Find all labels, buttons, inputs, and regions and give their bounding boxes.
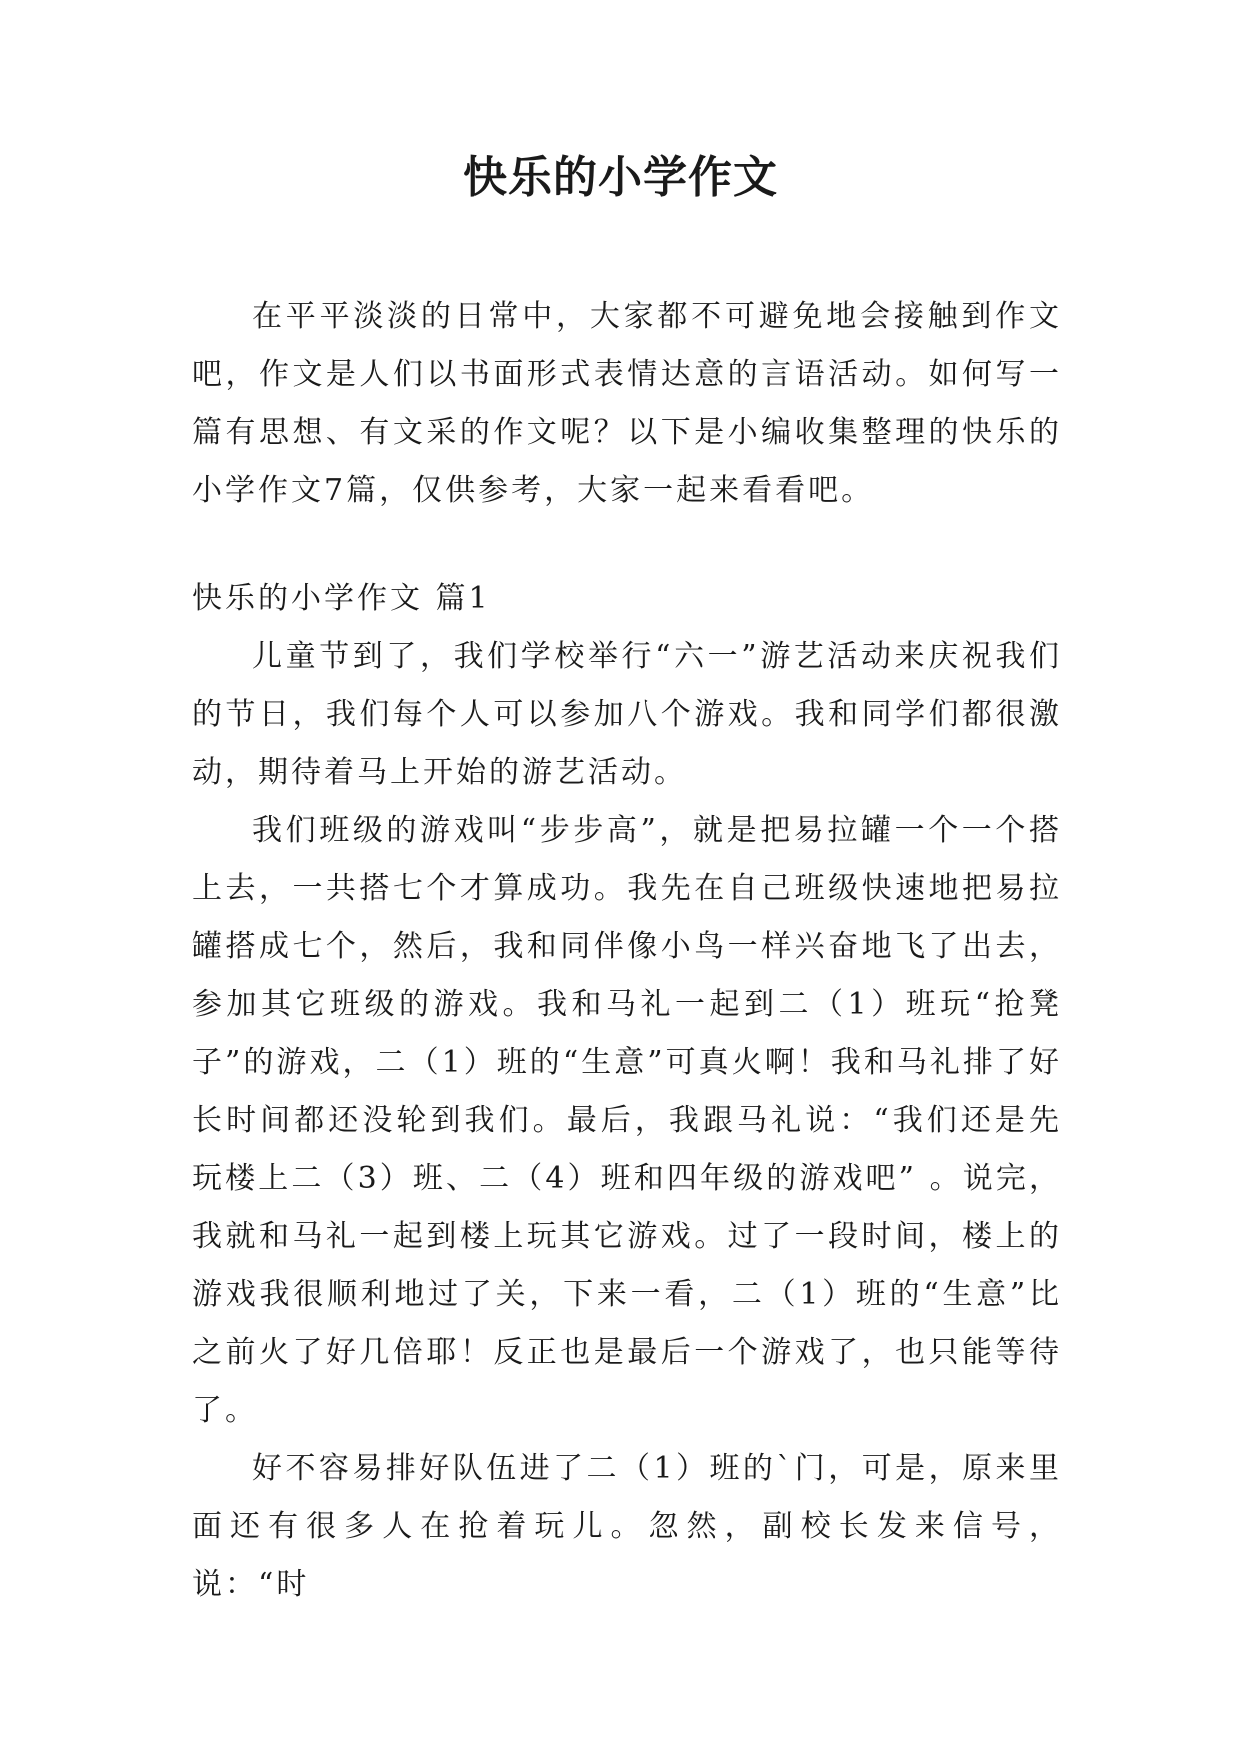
body-paragraph-3: 好不容易排好队伍进了二（1）班的`门，可是，原来里面还有很多人在抢着玩儿。忽然，副校长发来信号，说：“时 — [192, 1451, 1062, 1602]
section-heading: 快乐的小学作文 篇1 — [192, 581, 491, 616]
document-title: 快乐的小学作文 — [463, 152, 778, 203]
intro-paragraph: 在平平淡淡的日常中，大家都不可避免地会接触到作文吧，作文是人们以书面形式表情达意的言语活动。如何写一篇有思想、有文采的作文呢？以下是小编收集整理的快乐的小学作文7篇，仅供参考，大家一起来看看吧。 — [192, 299, 1062, 508]
body-paragraph-1: 儿童节到了，我们学校举行“六一”游艺活动来庆祝我们的节日，我们每个人可以参加八个游戏。我和同学们都很激动，期待着马上开始的游艺活动。 — [192, 639, 1062, 790]
document-body — [192, 288, 1062, 1614]
body-paragraph-2: 我们班级的游戏叫“步步高”，就是把易拉罐一个一个搭上去，一共搭七个才算成功。我先在自己班级快速地把易拉罐搭成七个，然后，我和同伴像小鸟一样兴奋地飞了出去，参加其它班级的游戏。我和马礼一起到二（1）班玩“抢凳子”的游戏，二（1）班的“生意”可真火啊！我和马礼排了好长时间都还没轮到我们。最后，我跟马礼说：“我们还是先玩楼上二（3）班、二（4）班和四年级的游戏吧” 。说完，我就和马礼一起到楼上玩其它游戏。过了一段时间，楼上的游戏我很顺利地过了关，下来一看，二（1）班的“生意”比之前火了好几倍耶！反正也是最后一个游戏了，也只能等待了。 — [192, 813, 1062, 1428]
